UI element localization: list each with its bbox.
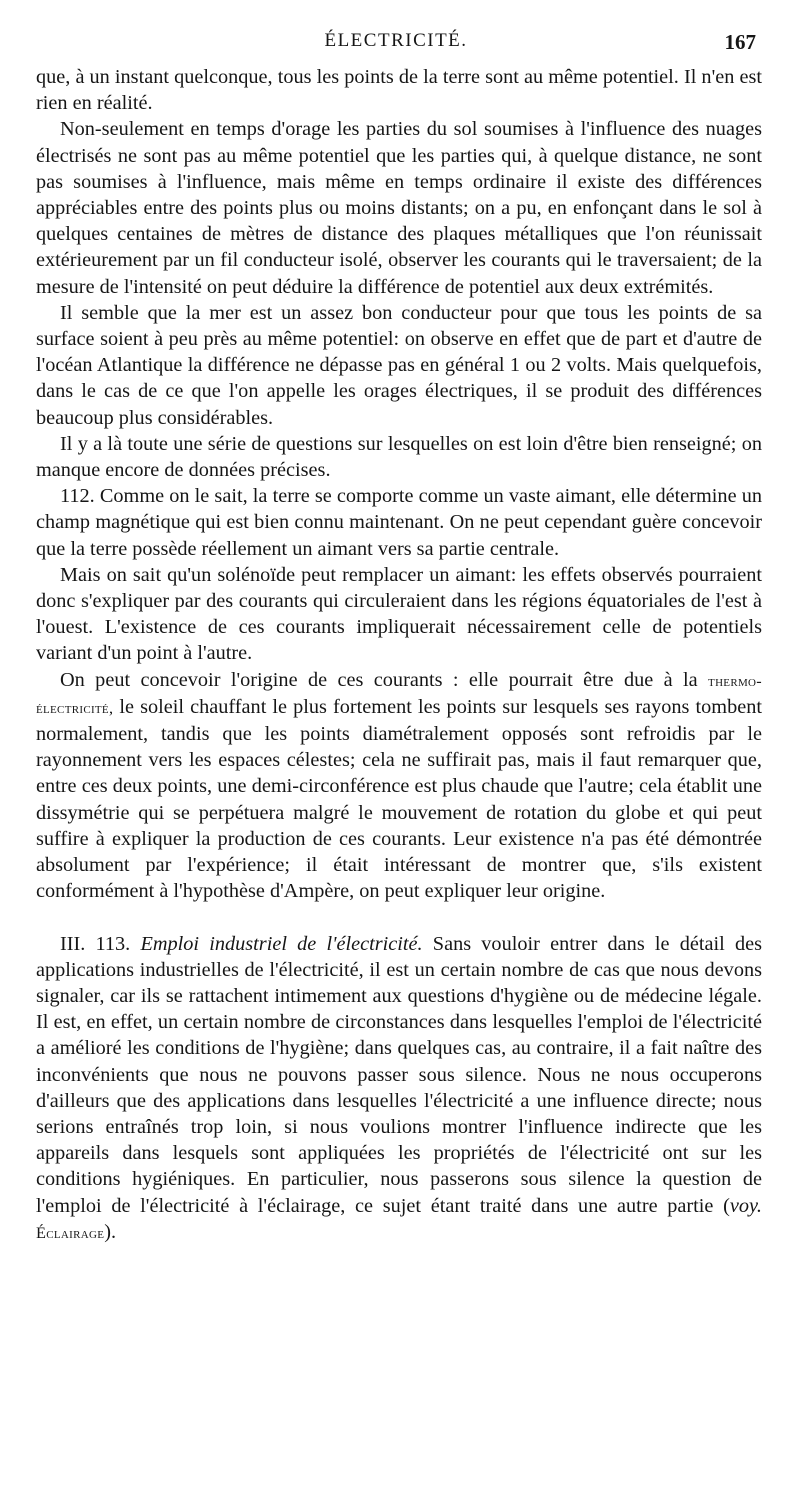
running-title: ÉLECTRICITÉ. (324, 30, 468, 51)
paragraph-solenoid: Mais on sait qu'un solénoïde peut remplacer un aimant: les effets observés pourraient donc s'expliquer par des courants qui circuleraient dans les régions équatoriales de l'est à l'ouest. L'existence de ces courants impliquerait nécessairement celle de potentiels variant d'un point à l'autre. (36, 563, 762, 665)
page-header (36, 30, 756, 58)
section-title: Emploi industriel de l'électricité. (140, 932, 423, 955)
page-number: 167 (724, 30, 756, 54)
paragraph-earth-potential: Non-seulement en temps d'orage les parties du sol soumises à l'influence des nuages électrisés ne sont pas au même potentiel que les parties qui, à quelque distance, ne sont pas soumises à l'influence, mais même en temps ordinaire il existe des différences appréciables entre des points plus ou moins distants; on a pu, en enfonçant dans le sol à quelques centaines de mètres de distance des plaques métalliques que l'on réunissait extérieurement par un fil conducteur isolé, observer les courants qui le traversaient; de la mesure de l'intensité on peut déduire la différence de potentiel aux deux extrémités. (36, 118, 762, 298)
paragraph-sea-conductor: Il semble que la mer est un assez bon conducteur pour que tous les points de sa surface soient à peu près au même potentiel: on observe en effet que de part et d'autre de l'océan Atlantique la différence ne dépasse pas en général 1 ou 2 volts. Mais quelquefois, dans le cas de ce que l'on appelle les orages électriques, il se produit des différences beaucoup plus considérables. (36, 301, 762, 429)
text-run: On peut concevoir l'origine de ces courants : elle pourrait être due à la (60, 668, 709, 691)
text-run: ). (104, 1220, 117, 1243)
paragraph-open-questions: Il y a là toute une série de questions sur lesquelles on est loin d'être bien renseigné; on manque encore de données précises. (36, 432, 762, 482)
page-body (36, 64, 762, 1246)
paragraph-continuation: que, à un instant quelconque, tous les points de la terre sont au même potentiel. Il n'en est rien en réalité. (36, 66, 762, 115)
text-run: Sans vouloir entrer dans le détail des applications industrielles de l'électricité, il est un certain nombre de cas que nous devons signaler, car ils se rattachent intimement aux questions d'hygiène ou de médecine légale. Il est, en effet, un certain nombre de circonstances dans lesquelles l'emploi de l'électricité a amélioré les conditions de l'hygiène; dans quelques cas, au contraire, il a fait naître des inconvénients que nous ne pouvons passer sous silence. Nous ne nous occuperons d'ailleurs que des applications dans lesquelles l'électricité a une influence directe; nous serions entraînés trop loin, si nous voulions montrer l'influence indirecte que les appareils dans lesquels sont appliquées les propriétés de l'électricité ont sur les conditions hygiéniques. En particulier, nous passerons sous silence la question de l'emploi de l'électricité à l'éclairage, ce sujet étant traité dans une autre partie ( (36, 932, 762, 1217)
cross-reference-voy: voy. (729, 1194, 762, 1217)
paragraph-section-113 (36, 931, 762, 1246)
small-caps-term: thermo-électricité, (36, 671, 762, 717)
paragraph-section-112: 112. Comme on le sait, la terre se comporte comme un vaste aimant, elle détermine un champ magnétique qui est bien connu maintenant. On ne peut cependant guère concevoir que la terre possède réellement un aimant vers sa partie centrale. (36, 485, 762, 560)
paragraph-currents-origin (36, 667, 762, 905)
text-run: le soleil chauffant le plus fortement les points sur lesquels ses rayons tombent normalement, tandis que les points diamétralement opposés sont refroidis par le rayonnement vers les espaces célestes; cela ne suffirait pas, mais il faut remarquer que, entre ces deux points, une demi-circonférence est plus chaude que l'autre; cela établit une dissymétrie qui se perpétuera malgré le mouvement de rotation du globe et qui peut suffire à expliquer la production de ces courants. Leur existence n'a pas été démontrée absolument par l'expérience; il était intéressant de montrer que, s'ils existent conformément à l'hypothèse d'Ampère, on peut expliquer leur origine. (36, 695, 762, 903)
cross-reference-term: Éclairage (36, 1223, 105, 1242)
section-number: III. 113. (60, 932, 131, 955)
